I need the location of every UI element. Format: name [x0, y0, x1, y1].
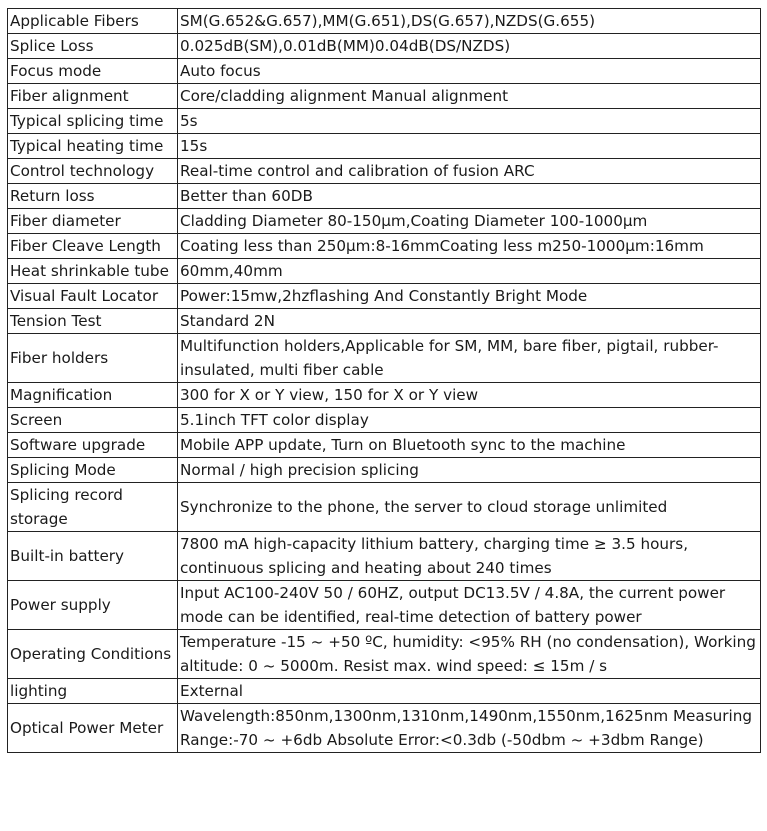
spec-value: Power:15mw,2hzflashing And Constantly Bright Mode — [178, 284, 761, 309]
spec-value: External — [178, 679, 761, 704]
spec-value: 300 for X or Y view, 150 for X or Y view — [178, 383, 761, 408]
table-row — [8, 334, 761, 383]
spec-label: Fiber Cleave Length — [8, 234, 178, 259]
table-row — [8, 458, 761, 483]
spec-value: Cladding Diameter 80-150μm,Coating Diameter 100-1000μm — [178, 209, 761, 234]
spec-value: Normal / high precision splicing — [178, 458, 761, 483]
spec-value: 7800 mA high-capacity lithium battery, charging time ≥ 3.5 hours, continuous splicing and heating about 240 times — [178, 532, 761, 581]
spec-value: Wavelength:850nm,1300nm,1310nm,1490nm,1550nm,1625nm Measuring Range:-70 ~ +6db Absolute Error:<0.3db (-50dbm ~ +3dbm Range) — [178, 704, 761, 753]
spec-label: Typical heating time — [8, 134, 178, 159]
spec-label: Applicable Fibers — [8, 9, 178, 34]
spec-value: Input AC100-240V 50 / 60HZ, output DC13.5V / 4.8A, the current power mode can be identified, real-time detection of battery power — [178, 581, 761, 630]
spec-value: Auto focus — [178, 59, 761, 84]
table-row — [8, 532, 761, 581]
spec-label: Fiber alignment — [8, 84, 178, 109]
spec-value: Better than 60DB — [178, 184, 761, 209]
spec-value: Multifunction holders,Applicable for SM, MM, bare fiber, pigtail, rubber-insulated, multi fiber cable — [178, 334, 761, 383]
table-row — [8, 284, 761, 309]
spec-value: Standard 2N — [178, 309, 761, 334]
spec-value: Coating less than 250μm:8-16mmCoating less m250-1000μm:16mm — [178, 234, 761, 259]
table-row — [8, 159, 761, 184]
spec-value: Mobile APP update, Turn on Bluetooth sync to the machine — [178, 433, 761, 458]
table-row — [8, 9, 761, 34]
spec-label: Software upgrade — [8, 433, 178, 458]
table-row — [8, 84, 761, 109]
table-row — [8, 630, 761, 679]
spec-value: Core/cladding alignment Manual alignment — [178, 84, 761, 109]
table-row — [8, 209, 761, 234]
spec-label: Control technology — [8, 159, 178, 184]
spec-value: SM(G.652&G.657),MM(G.651),DS(G.657),NZDS(G.655) — [178, 9, 761, 34]
spec-label: Fiber diameter — [8, 209, 178, 234]
spec-label: Tension Test — [8, 309, 178, 334]
spec-label: Optical Power Meter — [8, 704, 178, 753]
table-row — [8, 679, 761, 704]
table-row — [8, 34, 761, 59]
table-row — [8, 581, 761, 630]
spec-label: Screen — [8, 408, 178, 433]
spec-label: Fiber holders — [8, 334, 178, 383]
table-row — [8, 433, 761, 458]
spec-value: Real-time control and calibration of fusion ARC — [178, 159, 761, 184]
spec-label: Visual Fault Locator — [8, 284, 178, 309]
spec-label: Heat shrinkable tube — [8, 259, 178, 284]
spec-label: Return loss — [8, 184, 178, 209]
spec-label: Splicing Mode — [8, 458, 178, 483]
spec-value: 15s — [178, 134, 761, 159]
spec-value: 0.025dB(SM),0.01dB(MM)0.04dB(DS/NZDS) — [178, 34, 761, 59]
table-row — [8, 109, 761, 134]
spec-label: Built-in battery — [8, 532, 178, 581]
table-row — [8, 309, 761, 334]
spec-value: Temperature -15 ~ +50 ºC, humidity: <95% RH (no condensation), Working altitude: 0 ~ 5000m. Resist max. wind speed: ≤ 15m / s — [178, 630, 761, 679]
spec-value: 5.1inch TFT color display — [178, 408, 761, 433]
spec-label: Splicing record storage — [8, 483, 178, 532]
table-row — [8, 134, 761, 159]
table-row — [8, 483, 761, 532]
spec-value: Synchronize to the phone, the server to cloud storage unlimited — [178, 483, 761, 532]
spec-value: 60mm,40mm — [178, 259, 761, 284]
table-row — [8, 408, 761, 433]
table-row — [8, 59, 761, 84]
spec-label: Power supply — [8, 581, 178, 630]
specifications-table — [7, 8, 761, 753]
spec-label: Focus mode — [8, 59, 178, 84]
spec-value: 5s — [178, 109, 761, 134]
specifications-body — [8, 9, 761, 753]
spec-label: Operating Conditions — [8, 630, 178, 679]
spec-label: Magnification — [8, 383, 178, 408]
table-row — [8, 383, 761, 408]
spec-label: lighting — [8, 679, 178, 704]
table-row — [8, 259, 761, 284]
table-row — [8, 704, 761, 753]
spec-label: Typical splicing time — [8, 109, 178, 134]
table-row — [8, 184, 761, 209]
table-row — [8, 234, 761, 259]
spec-label: Splice Loss — [8, 34, 178, 59]
